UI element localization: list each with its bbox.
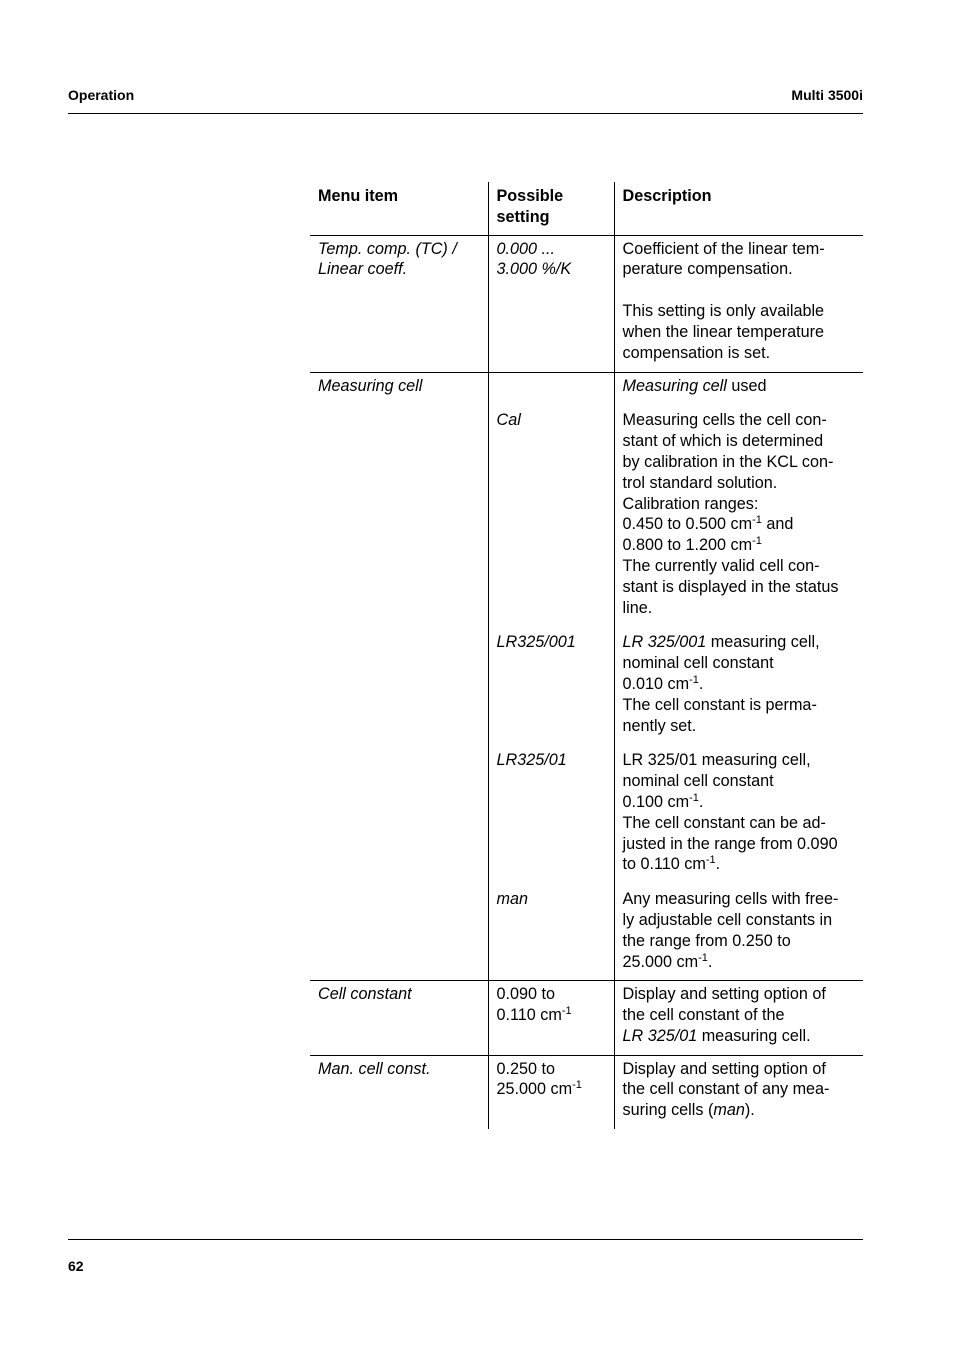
page-number: 62	[68, 1258, 84, 1274]
menu-settings-table	[310, 182, 863, 1129]
description-line: The currently valid cell con-	[622, 556, 820, 575]
description-line	[623, 854, 856, 875]
description-line: The cell constant is perma-	[622, 695, 817, 714]
table-header-row	[310, 182, 863, 235]
description-line: stant of which is determined	[622, 432, 824, 451]
table-row-temp-comp	[310, 235, 863, 372]
description-line	[623, 674, 856, 695]
description-text: measuring cell,	[706, 633, 820, 652]
menu-item-cell: Man. cell const.	[318, 1059, 431, 1078]
description-line	[623, 535, 856, 556]
unit-exponent: -1	[689, 791, 699, 804]
description-line: the cell constant of any mea-	[622, 1080, 830, 1099]
menu-item-cell: Cell constant	[310, 981, 488, 1055]
description-cell	[614, 372, 863, 404]
description-italic: LR 325/01	[622, 1026, 698, 1045]
menu-item-cell	[310, 744, 488, 883]
setting-value: 0.110 cm	[496, 1006, 562, 1025]
description-cell	[614, 744, 863, 883]
range-value: to 0.110 cm	[622, 855, 706, 874]
description-text: ).	[744, 1101, 755, 1120]
setting-cell	[488, 372, 614, 404]
setting-text	[497, 1005, 606, 1026]
table-row-measuring-cell	[310, 372, 863, 404]
setting-cell	[488, 981, 614, 1055]
menu-item-cell	[310, 404, 488, 626]
unit-exponent: -1	[561, 1005, 572, 1018]
setting-text: 0.090 to	[496, 985, 556, 1004]
setting-value: 25.000 cm	[496, 1080, 573, 1099]
header-rule	[68, 113, 863, 114]
description-line: The cell constant can be ad-	[622, 813, 826, 832]
description-line: the cell constant of the	[622, 1006, 785, 1025]
description-line: nently set.	[622, 716, 697, 735]
description-cell	[614, 883, 863, 981]
description-line	[623, 952, 856, 973]
description-text: .	[698, 674, 704, 693]
range-value: 25.000 cm	[622, 952, 699, 971]
description-line	[623, 514, 856, 535]
description-line: line.	[622, 598, 653, 617]
setting-cell	[488, 1055, 614, 1129]
menu-item-cell	[310, 626, 488, 744]
table-row-man	[310, 883, 863, 981]
description-line	[623, 1026, 856, 1047]
menu-item-text: Temp. comp. (TC) /	[318, 239, 457, 258]
table-row-lr325-001	[310, 626, 863, 744]
range-value: 0.450 to 0.500 cm	[622, 515, 753, 534]
description-line: nominal cell constant	[622, 654, 774, 673]
setting-text	[497, 1079, 606, 1100]
col-header-setting: setting	[496, 207, 550, 226]
description-line: Measuring cells the cell con-	[622, 411, 827, 430]
setting-text: 0.000 ...	[496, 239, 555, 258]
description-italic: man	[713, 1101, 745, 1120]
setting-cell: man	[488, 883, 614, 981]
description-line: nominal cell constant	[622, 772, 774, 791]
unit-exponent: -1	[572, 1079, 582, 1092]
description-line: Calibration ranges:	[622, 494, 759, 513]
col-header-description: Description	[614, 182, 863, 235]
description-cell	[614, 235, 863, 372]
description-cell	[614, 981, 863, 1055]
description-line: Display and setting option of	[622, 1059, 826, 1078]
description-line	[623, 632, 856, 653]
table-row-cell-constant	[310, 981, 863, 1055]
unit-exponent: -1	[705, 854, 716, 867]
description-line: when the linear temperature	[622, 322, 825, 341]
description-line	[623, 1100, 856, 1121]
setting-text: 3.000 %/K	[496, 260, 572, 279]
description-text: .	[707, 952, 713, 971]
col-header-possible-setting	[488, 182, 614, 235]
description-text: used	[726, 376, 767, 395]
description-line: justed in the range from 0.090	[622, 834, 838, 853]
unit-exponent: -1	[752, 535, 762, 548]
table-row-lr325-01	[310, 744, 863, 883]
constant-value: 0.010 cm	[622, 674, 690, 693]
description-cell	[614, 1055, 863, 1129]
description-line: ly adjustable cell constants in	[622, 910, 833, 929]
col-header-possible: Possible	[496, 187, 564, 205]
description-text: .	[715, 855, 721, 874]
setting-cell	[488, 235, 614, 372]
description-line: LR 325/01 measuring cell,	[622, 751, 811, 770]
description-line: This setting is only available	[622, 302, 825, 321]
table-row-man-cell-const	[310, 1055, 863, 1129]
footer-rule	[68, 1239, 863, 1240]
description-line: perature compensation.	[622, 260, 793, 279]
description-italic: LR 325/001	[622, 633, 707, 652]
setting-cell: LR325/001	[488, 626, 614, 744]
running-header-section: Operation	[68, 87, 135, 103]
description-line: compensation is set.	[622, 343, 771, 362]
setting-text: 0.250 to	[496, 1059, 556, 1078]
range-value: 0.800 to 1.200 cm	[622, 536, 753, 555]
description-line: Any measuring cells with free-	[622, 890, 839, 909]
description-text: suring cells (	[622, 1101, 714, 1120]
unit-exponent: -1	[689, 673, 699, 686]
running-header-product: Multi 3500i	[791, 87, 863, 103]
unit-exponent: -1	[752, 514, 762, 527]
description-line: the range from 0.250 to	[622, 931, 791, 950]
description-text: and	[761, 515, 794, 534]
setting-cell: Cal	[488, 404, 614, 626]
description-line: trol standard solution.	[622, 473, 778, 492]
col-header-menu-item: Menu item	[310, 182, 488, 235]
description-text: measuring cell.	[697, 1026, 811, 1045]
description-line: by calibration in the KCL con-	[622, 452, 834, 471]
description-paragraph	[623, 301, 856, 363]
description-line	[623, 792, 856, 813]
description-cell	[614, 404, 863, 626]
unit-exponent: -1	[698, 951, 708, 964]
description-line: stant is displayed in the status	[622, 577, 839, 596]
description-italic: Measuring cell	[622, 376, 727, 395]
menu-item-cell: Measuring cell	[318, 376, 423, 395]
description-paragraph	[623, 239, 856, 281]
description-line: Coefficient of the linear tem-	[622, 239, 825, 258]
setting-cell: LR325/01	[488, 744, 614, 883]
description-cell	[614, 626, 863, 744]
description-text: .	[698, 792, 704, 811]
table-row-cal	[310, 404, 863, 626]
description-line: Display and setting option of	[622, 985, 826, 1004]
menu-item-cell	[310, 883, 488, 981]
menu-item-text: Linear coeff.	[318, 260, 408, 279]
constant-value: 0.100 cm	[622, 792, 690, 811]
menu-item-cell	[310, 235, 488, 372]
